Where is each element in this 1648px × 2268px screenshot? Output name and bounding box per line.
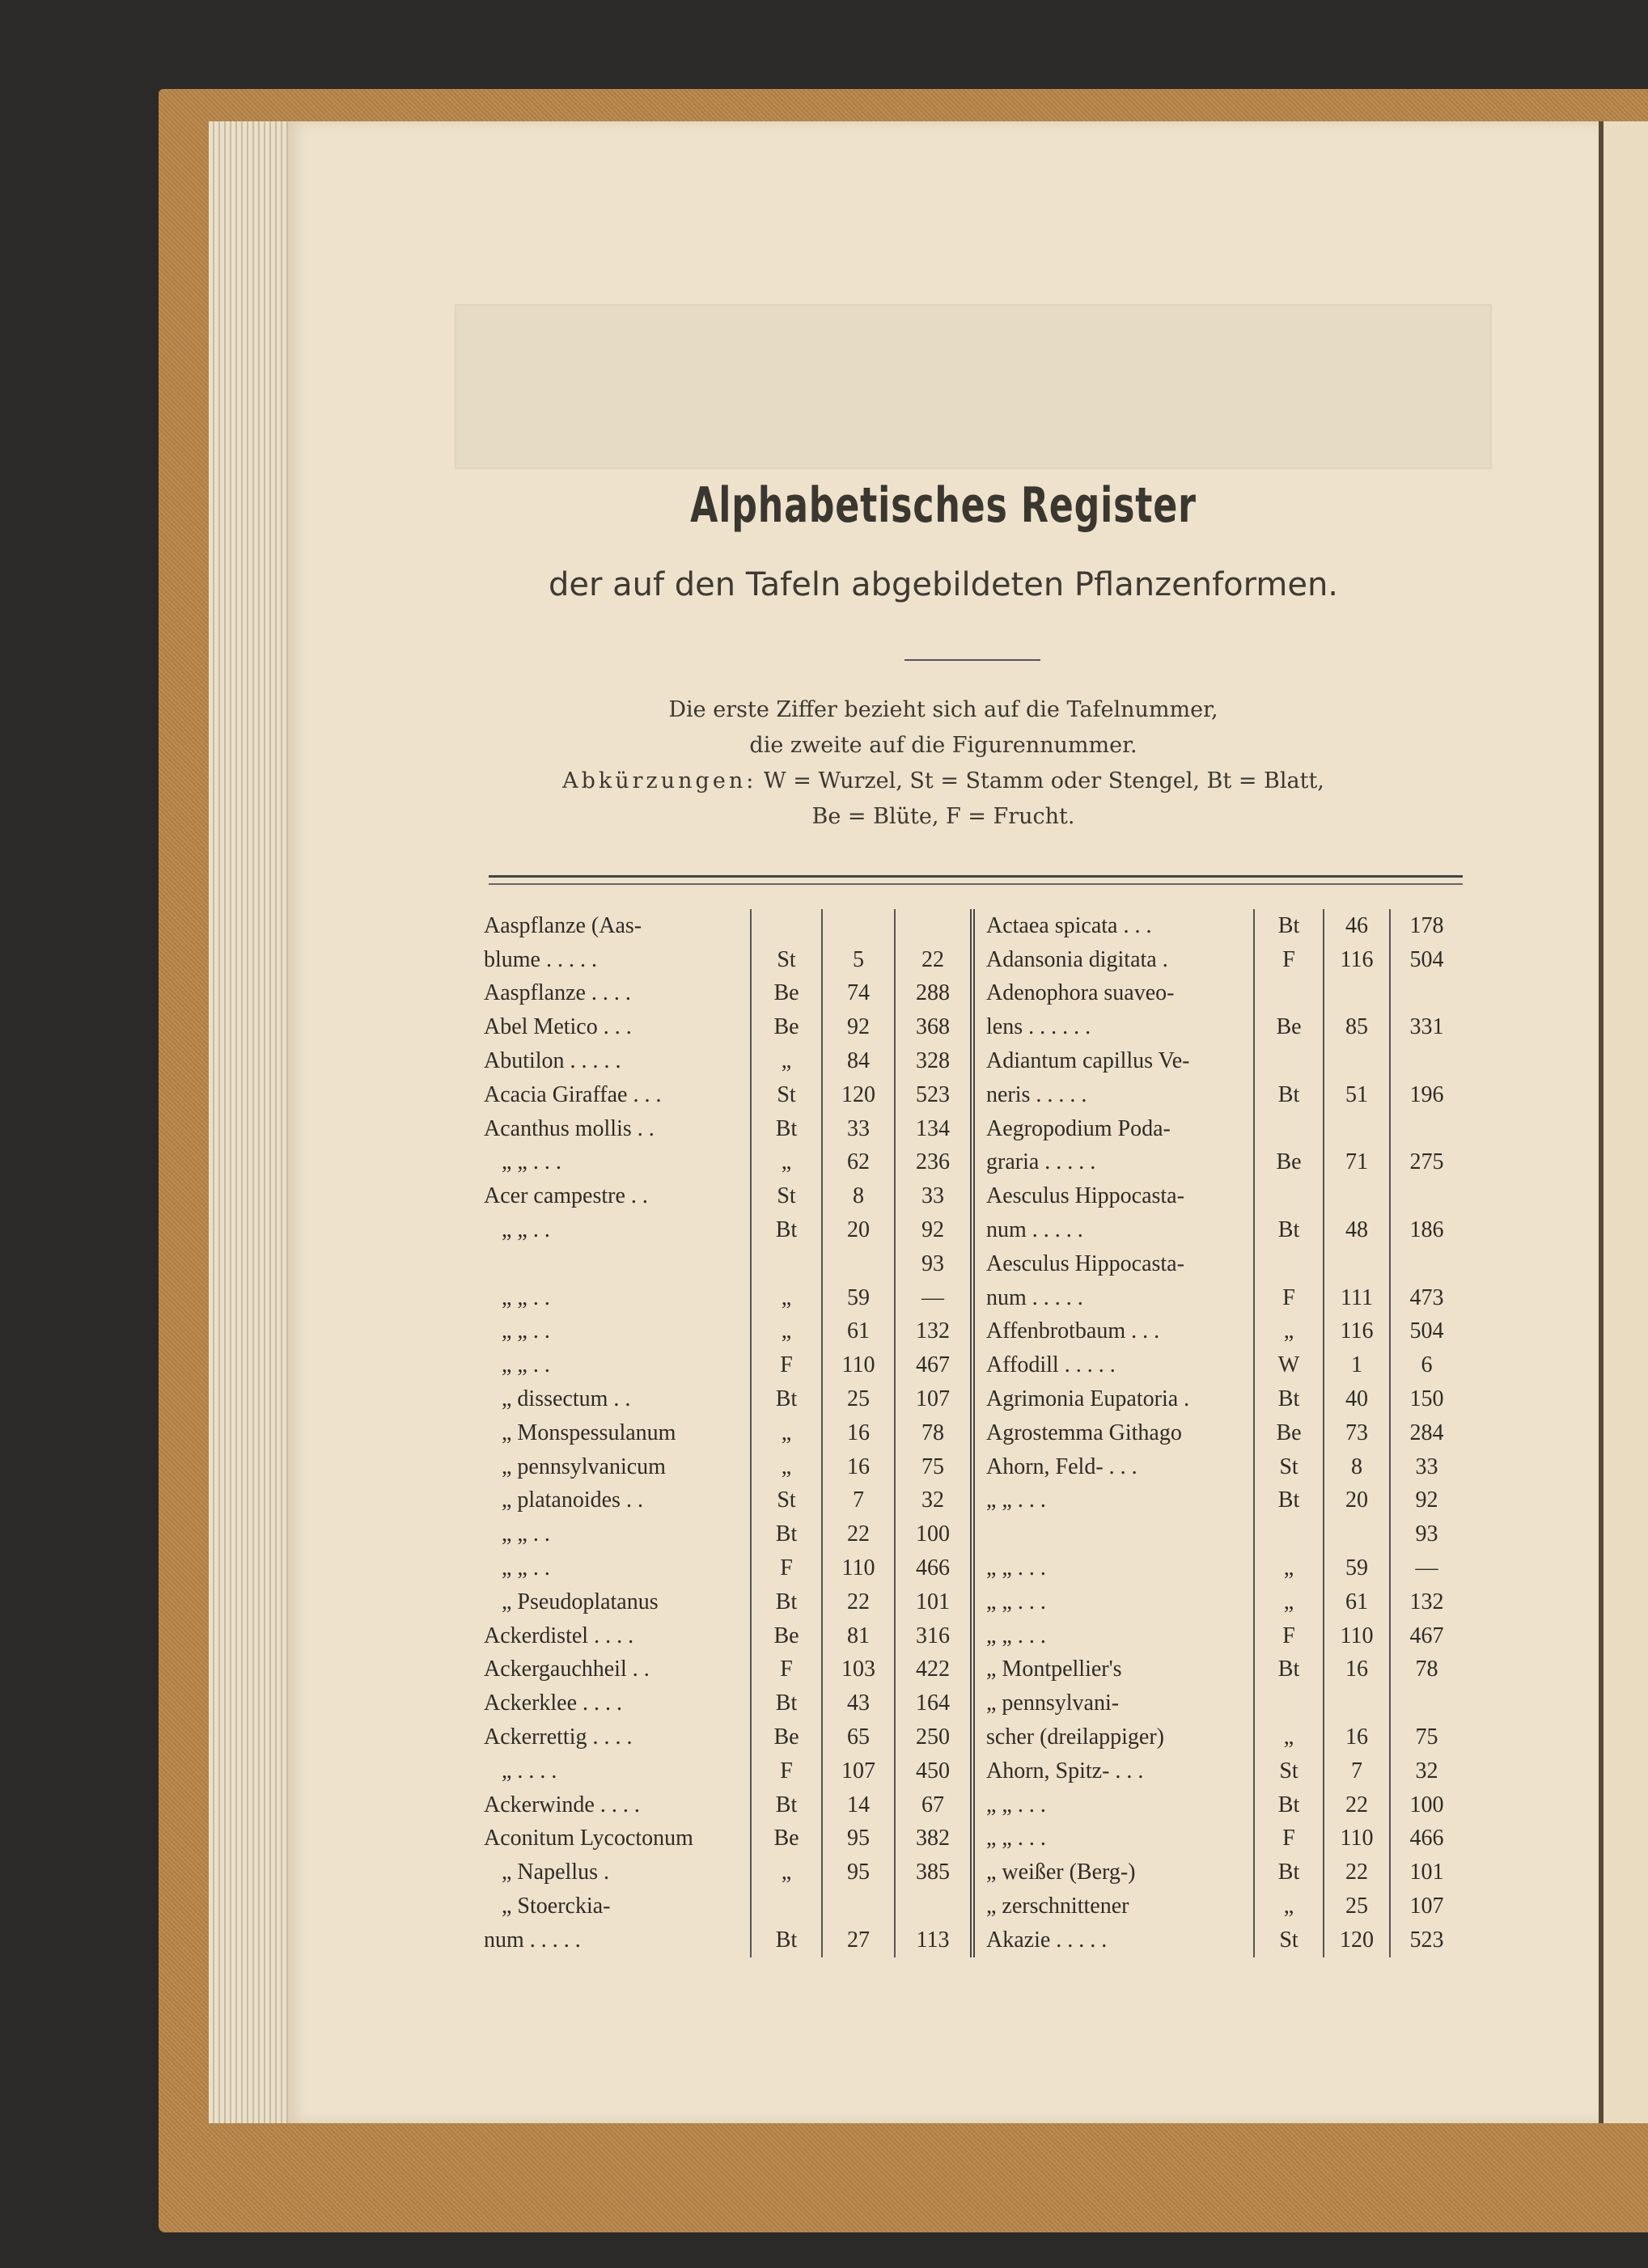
plate-number: 92 [822, 1010, 895, 1044]
table-row [479, 1450, 1463, 1484]
plate-number: 81 [822, 1619, 895, 1653]
part-abbr [751, 909, 822, 943]
entry-name: blume . . . . . [484, 946, 597, 972]
entry-name: lens . . . . . . [972, 1010, 1254, 1044]
plate-number: 22 [822, 1517, 895, 1551]
plate-number: 33 [822, 1112, 895, 1146]
part-abbr: St [751, 1179, 822, 1213]
part-abbr: Bt [1254, 1788, 1324, 1822]
table-row [479, 1112, 1463, 1146]
figure-number [1390, 1112, 1463, 1146]
plate-number [1324, 1686, 1390, 1720]
plate-number: 73 [1324, 1416, 1390, 1450]
part-abbr [1254, 1686, 1324, 1720]
entry-name: „ pennsylvani- [972, 1686, 1254, 1720]
entry-name [972, 1517, 1254, 1551]
figure-number: 32 [895, 1484, 972, 1518]
entry-name: Acanthus mollis . . [484, 1115, 655, 1141]
table-row [479, 1923, 1463, 1957]
entry-name: Ackergauchheil . . [484, 1657, 650, 1682]
plate-number: 110 [822, 1348, 895, 1382]
plate-number: 103 [822, 1653, 895, 1687]
table-row [479, 1653, 1463, 1687]
table-row [479, 1720, 1463, 1754]
figure-number: 178 [1390, 909, 1463, 943]
figure-number: 150 [1390, 1382, 1463, 1416]
figure-number: — [1390, 1551, 1463, 1585]
note-line-1: Die erste Ziffer bezieht sich auf die Tafelnummer, [668, 697, 1218, 722]
figure-number: 100 [895, 1517, 972, 1551]
part-abbr: Be [1254, 1146, 1324, 1180]
plate-number: 46 [1324, 909, 1390, 943]
note-line-3 [288, 768, 1599, 793]
part-abbr: Bt [751, 1788, 822, 1822]
entry-name: „ dissectum . . [502, 1386, 631, 1412]
part-abbr: St [1254, 1754, 1324, 1788]
figure-number: 186 [1390, 1213, 1463, 1247]
part-abbr: St [1254, 1923, 1324, 1957]
plate-number [822, 1247, 895, 1281]
table-row [479, 1754, 1463, 1788]
entry-name: Ackerdistel . . . . [484, 1623, 634, 1648]
plate-number: 74 [822, 977, 895, 1011]
entry-name: scher (dreilappiger) [972, 1720, 1254, 1754]
plate-number [1324, 1044, 1390, 1078]
table-row [479, 1585, 1463, 1619]
plate-number: 116 [1324, 1315, 1390, 1349]
entry-name: „ „ . . . [972, 1484, 1254, 1518]
figure-number: 236 [895, 1146, 972, 1180]
part-abbr: Bt [1254, 1484, 1324, 1518]
entry-name: Abutilon . . . . . [484, 1048, 621, 1074]
figure-number: 107 [1390, 1889, 1463, 1923]
plate-number: 16 [1324, 1720, 1390, 1754]
plate-number: 116 [1324, 943, 1390, 977]
entry-name: „ „ . . [502, 1217, 550, 1243]
entry-name: Aaspflanze . . . . [484, 980, 631, 1006]
figure-number: 466 [895, 1551, 972, 1585]
table-row [479, 943, 1463, 977]
figure-number: 93 [1390, 1517, 1463, 1551]
entry-name: Adiantum capillus Ve- [972, 1044, 1254, 1078]
table-row [479, 1315, 1463, 1349]
entry-name: „ „ . . . [972, 1822, 1254, 1856]
plate-number: 16 [822, 1450, 895, 1484]
part-abbr: „ [1254, 1315, 1324, 1349]
figure-number: 92 [1390, 1484, 1463, 1518]
table-row [479, 1382, 1463, 1416]
table-row [479, 977, 1463, 1011]
plate-number: 8 [822, 1179, 895, 1213]
table-row [479, 1078, 1463, 1112]
figure-number: 385 [895, 1855, 972, 1889]
part-abbr: F [1254, 1822, 1324, 1856]
next-page-edge [1599, 121, 1648, 2123]
entry-name: „ Monspessulanum [502, 1420, 676, 1445]
plate-number [1324, 977, 1390, 1011]
entry-name: Ahorn, Feld- . . . [972, 1450, 1254, 1484]
part-abbr: Bt [751, 1923, 822, 1957]
figure-number: 275 [1390, 1146, 1463, 1180]
figure-number: 75 [895, 1450, 972, 1484]
entry-name: „ „ . . [502, 1521, 550, 1547]
figure-number: 368 [895, 1010, 972, 1044]
plate-number: 111 [1324, 1281, 1390, 1315]
part-abbr [751, 1889, 822, 1923]
part-abbr [1254, 1044, 1324, 1078]
entry-name: „ „ . . . [502, 1149, 561, 1175]
part-abbr: St [751, 1484, 822, 1518]
part-abbr: „ [751, 1416, 822, 1450]
entry-name: Ahorn, Spitz- . . . [972, 1754, 1254, 1788]
figure-number: 75 [1390, 1720, 1463, 1754]
figure-number: 33 [1390, 1450, 1463, 1484]
part-abbr: Be [1254, 1416, 1324, 1450]
plate-number [822, 1889, 895, 1923]
plate-number: 22 [1324, 1855, 1390, 1889]
entry-name: Ackerwinde . . . . [484, 1792, 640, 1817]
figure-number [1390, 1044, 1463, 1078]
figure-number: 328 [895, 1044, 972, 1078]
figure-number: 250 [895, 1720, 972, 1754]
entry-name: „ „ . . [502, 1555, 550, 1581]
plate-number: 120 [822, 1078, 895, 1112]
plate-number: 95 [822, 1855, 895, 1889]
plate-number: 22 [1324, 1788, 1390, 1822]
figure-number: — [895, 1281, 972, 1315]
entry-name: „ weißer (Berg-) [972, 1855, 1254, 1889]
entry-name: Affodill . . . . . [972, 1348, 1254, 1382]
figure-number: 33 [895, 1179, 972, 1213]
table-row [479, 1179, 1463, 1213]
figure-number [1390, 1179, 1463, 1213]
entry-name: Aegropodium Poda- [972, 1112, 1254, 1146]
plate-number: 22 [822, 1585, 895, 1619]
abbreviations-text: W = Wurzel, St = Stamm oder Stengel, Bt = Blatt, [763, 768, 1324, 793]
part-abbr: Be [751, 977, 822, 1011]
plate-number: 20 [822, 1213, 895, 1247]
part-abbr: F [751, 1348, 822, 1382]
entry-name: „ zerschnittener [972, 1889, 1254, 1923]
title-divider [904, 659, 1040, 661]
part-abbr: Be [1254, 1010, 1324, 1044]
plate-number: 51 [1324, 1078, 1390, 1112]
entry-name: Acer campestre . . [484, 1183, 648, 1209]
plate-number [1324, 1112, 1390, 1146]
entry-name: „ pennsylvanicum [502, 1453, 666, 1479]
figure-number: 196 [1390, 1078, 1463, 1112]
table-row [479, 909, 1463, 943]
plate-number: 110 [822, 1551, 895, 1585]
table-row [479, 1551, 1463, 1585]
entry-name: Aconitum Lycoctonum [484, 1826, 693, 1851]
table-row [479, 1484, 1463, 1518]
table-row [479, 1855, 1463, 1889]
figure-number: 316 [895, 1619, 972, 1653]
part-abbr: Be [751, 1010, 822, 1044]
figure-number: 422 [895, 1653, 972, 1687]
part-abbr: „ [751, 1450, 822, 1484]
table-row [479, 1788, 1463, 1822]
part-abbr: Bt [751, 1213, 822, 1247]
table-top-rule-thin [489, 883, 1463, 885]
figure-number: 473 [1390, 1281, 1463, 1315]
figure-number: 288 [895, 977, 972, 1011]
entry-name: Actaea spicata . . . [972, 909, 1254, 943]
part-abbr: St [751, 1078, 822, 1112]
plate-number: 95 [822, 1822, 895, 1856]
part-abbr: F [751, 1754, 822, 1788]
part-abbr: „ [1254, 1720, 1324, 1754]
figure-number: 504 [1390, 1315, 1463, 1349]
table-row [479, 1213, 1463, 1247]
part-abbr: Bt [751, 1112, 822, 1146]
plate-number: 61 [822, 1315, 895, 1349]
table-row [479, 1889, 1463, 1923]
plate-number: 8 [1324, 1450, 1390, 1484]
part-abbr: „ [1254, 1585, 1324, 1619]
part-abbr: Bt [751, 1517, 822, 1551]
plate-number: 59 [822, 1281, 895, 1315]
part-abbr: Bt [751, 1686, 822, 1720]
figure-number: 78 [895, 1416, 972, 1450]
plate-number: 25 [822, 1382, 895, 1416]
figure-number: 22 [895, 943, 972, 977]
part-abbr: Bt [1254, 1653, 1324, 1687]
part-abbr: „ [1254, 1889, 1324, 1923]
table-row [479, 1416, 1463, 1450]
plate-number [1324, 1517, 1390, 1551]
part-abbr: Bt [1254, 1382, 1324, 1416]
entry-name [479, 1247, 751, 1281]
plate-number: 14 [822, 1788, 895, 1822]
figure-number: 78 [1390, 1653, 1463, 1687]
page-edges [209, 121, 290, 2123]
plate-number: 40 [1324, 1382, 1390, 1416]
entry-name: Aaspflanze (Aas- [484, 912, 642, 938]
figure-number: 132 [895, 1315, 972, 1349]
table-row [479, 1517, 1463, 1551]
entry-name: „ „ . . [502, 1352, 550, 1378]
entry-name: Ackerrettig . . . . [484, 1724, 633, 1750]
entry-name: neris . . . . . [972, 1078, 1254, 1112]
table-top-rule [489, 875, 1463, 878]
plate-number: 7 [1324, 1754, 1390, 1788]
plate-number: 5 [822, 943, 895, 977]
plate-number: 7 [822, 1484, 895, 1518]
table-row [479, 1010, 1463, 1044]
part-abbr: „ [751, 1855, 822, 1889]
figure-number: 32 [1390, 1754, 1463, 1788]
table-row [479, 1281, 1463, 1315]
page-title: Alphabetisches Register [690, 477, 1197, 534]
table-row [479, 1247, 1463, 1281]
part-abbr: „ [751, 1281, 822, 1315]
figure-number: 113 [895, 1923, 972, 1957]
part-abbr: „ [751, 1044, 822, 1078]
figure-number: 92 [895, 1213, 972, 1247]
note-line-2: die zweite auf die Figurennummer. [749, 733, 1138, 758]
table-row [479, 1619, 1463, 1653]
entry-name: „ „ . . . [972, 1585, 1254, 1619]
figure-number: 6 [1390, 1348, 1463, 1382]
entry-name: „ Stoerckia- [502, 1894, 611, 1919]
plate-number: 85 [1324, 1010, 1390, 1044]
part-abbr: F [751, 1551, 822, 1585]
entry-name: Akazie . . . . . [972, 1923, 1254, 1957]
part-abbr: F [751, 1653, 822, 1687]
plate-number [822, 909, 895, 943]
register-table [479, 909, 1463, 1957]
figure-number: 100 [1390, 1788, 1463, 1822]
part-abbr: Bt [1254, 909, 1324, 943]
figure-number: 101 [895, 1585, 972, 1619]
entry-name: „ Napellus . [502, 1860, 609, 1885]
figure-number: 134 [895, 1112, 972, 1146]
figure-number: 107 [895, 1382, 972, 1416]
part-abbr: Be [751, 1720, 822, 1754]
entry-name: num . . . . . [972, 1281, 1254, 1315]
entry-name: Acacia Giraffae . . . [484, 1081, 662, 1107]
entry-name: „ platanoides . . [502, 1487, 643, 1513]
figure-number: 450 [895, 1754, 972, 1788]
ornamental-banner [455, 304, 1492, 469]
figure-number: 284 [1390, 1416, 1463, 1450]
figure-number: 382 [895, 1822, 972, 1856]
entry-name: „ Montpellier's [972, 1653, 1254, 1687]
figure-number: 67 [895, 1788, 972, 1822]
plate-number: 71 [1324, 1146, 1390, 1180]
plate-number: 61 [1324, 1585, 1390, 1619]
entry-name: „ „ . . . [972, 1788, 1254, 1822]
entry-name: „ „ . . [502, 1284, 550, 1310]
entry-name: Adenophora suaveo- [972, 977, 1254, 1011]
plate-number: 65 [822, 1720, 895, 1754]
table-row [479, 1146, 1463, 1180]
plate-number: 59 [1324, 1551, 1390, 1585]
figure-number: 467 [895, 1348, 972, 1382]
figure-number: 504 [1390, 943, 1463, 977]
entry-name: Agrimonia Eupatoria . [972, 1382, 1254, 1416]
part-abbr [1254, 1247, 1324, 1281]
figure-number: 164 [895, 1686, 972, 1720]
figure-number: 93 [895, 1247, 972, 1281]
entry-name: graria . . . . . [972, 1146, 1254, 1180]
entry-name: Aesculus Hippocasta- [972, 1247, 1254, 1281]
figure-number: 467 [1390, 1619, 1463, 1653]
entry-name: Aesculus Hippocasta- [972, 1179, 1254, 1213]
part-abbr: Bt [1254, 1855, 1324, 1889]
figure-number [1390, 1247, 1463, 1281]
part-abbr: Be [751, 1822, 822, 1856]
part-abbr [1254, 1517, 1324, 1551]
plate-number: 16 [1324, 1653, 1390, 1687]
entry-name: „ Pseudoplatanus [502, 1589, 659, 1614]
plate-number: 1 [1324, 1348, 1390, 1382]
plate-number: 20 [1324, 1484, 1390, 1518]
entry-name: „ „ . . . [972, 1551, 1254, 1585]
entry-name: num . . . . . [972, 1213, 1254, 1247]
part-abbr: „ [1254, 1551, 1324, 1585]
part-abbr: Be [751, 1619, 822, 1653]
plate-number: 25 [1324, 1889, 1390, 1923]
part-abbr: St [751, 943, 822, 977]
entry-name: „ . . . . [502, 1758, 557, 1784]
table-row [479, 1822, 1463, 1856]
abbreviations-label: Abkürzungen: [562, 768, 757, 793]
part-abbr: St [1254, 1450, 1324, 1484]
part-abbr: Bt [1254, 1213, 1324, 1247]
figure-number: 523 [895, 1078, 972, 1112]
table-row [479, 1686, 1463, 1720]
plate-number: 62 [822, 1146, 895, 1180]
figure-number: 466 [1390, 1822, 1463, 1856]
page-subtitle: der auf den Tafeln abgebildeten Pflanzenformen. [548, 566, 1339, 603]
figure-number [895, 909, 972, 943]
table-row [479, 1348, 1463, 1382]
figure-number: 132 [1390, 1585, 1463, 1619]
plate-number: 84 [822, 1044, 895, 1078]
entry-name: Agrostemma Githago [972, 1416, 1254, 1450]
plate-number: 48 [1324, 1213, 1390, 1247]
entry-name: „ „ . . [502, 1318, 550, 1344]
plate-number: 110 [1324, 1619, 1390, 1653]
part-abbr [1254, 1112, 1324, 1146]
part-abbr: Bt [751, 1382, 822, 1416]
part-abbr: Bt [1254, 1078, 1324, 1112]
note-line-4: Be = Blüte, F = Frucht. [811, 804, 1075, 829]
figure-number: 523 [1390, 1923, 1463, 1957]
figure-number: 331 [1390, 1010, 1463, 1044]
plate-number [1324, 1179, 1390, 1213]
figure-number [1390, 1686, 1463, 1720]
part-abbr [751, 1247, 822, 1281]
plate-number: 110 [1324, 1822, 1390, 1856]
figure-number: 101 [1390, 1855, 1463, 1889]
plate-number: 107 [822, 1754, 895, 1788]
plate-number: 27 [822, 1923, 895, 1957]
part-abbr: F [1254, 943, 1324, 977]
entry-name: Ackerklee . . . . [484, 1690, 623, 1716]
table-row [479, 1044, 1463, 1078]
entry-name: „ „ . . . [972, 1619, 1254, 1653]
part-abbr: Bt [751, 1585, 822, 1619]
part-abbr: W [1254, 1348, 1324, 1382]
entry-name: Affenbrotbaum . . . [972, 1315, 1254, 1349]
figure-number [1390, 977, 1463, 1011]
entry-name: num . . . . . [484, 1927, 581, 1953]
part-abbr: F [1254, 1619, 1324, 1653]
figure-number [895, 1889, 972, 1923]
plate-number: 16 [822, 1416, 895, 1450]
part-abbr: „ [751, 1315, 822, 1349]
part-abbr [1254, 1179, 1324, 1213]
plate-number: 120 [1324, 1923, 1390, 1957]
plate-number: 43 [822, 1686, 895, 1720]
entry-name: Adansonia digitata . [972, 943, 1254, 977]
part-abbr [1254, 977, 1324, 1011]
part-abbr: F [1254, 1281, 1324, 1315]
entry-name: Abel Metico . . . [484, 1014, 632, 1040]
plate-number [1324, 1247, 1390, 1281]
part-abbr: „ [751, 1146, 822, 1180]
